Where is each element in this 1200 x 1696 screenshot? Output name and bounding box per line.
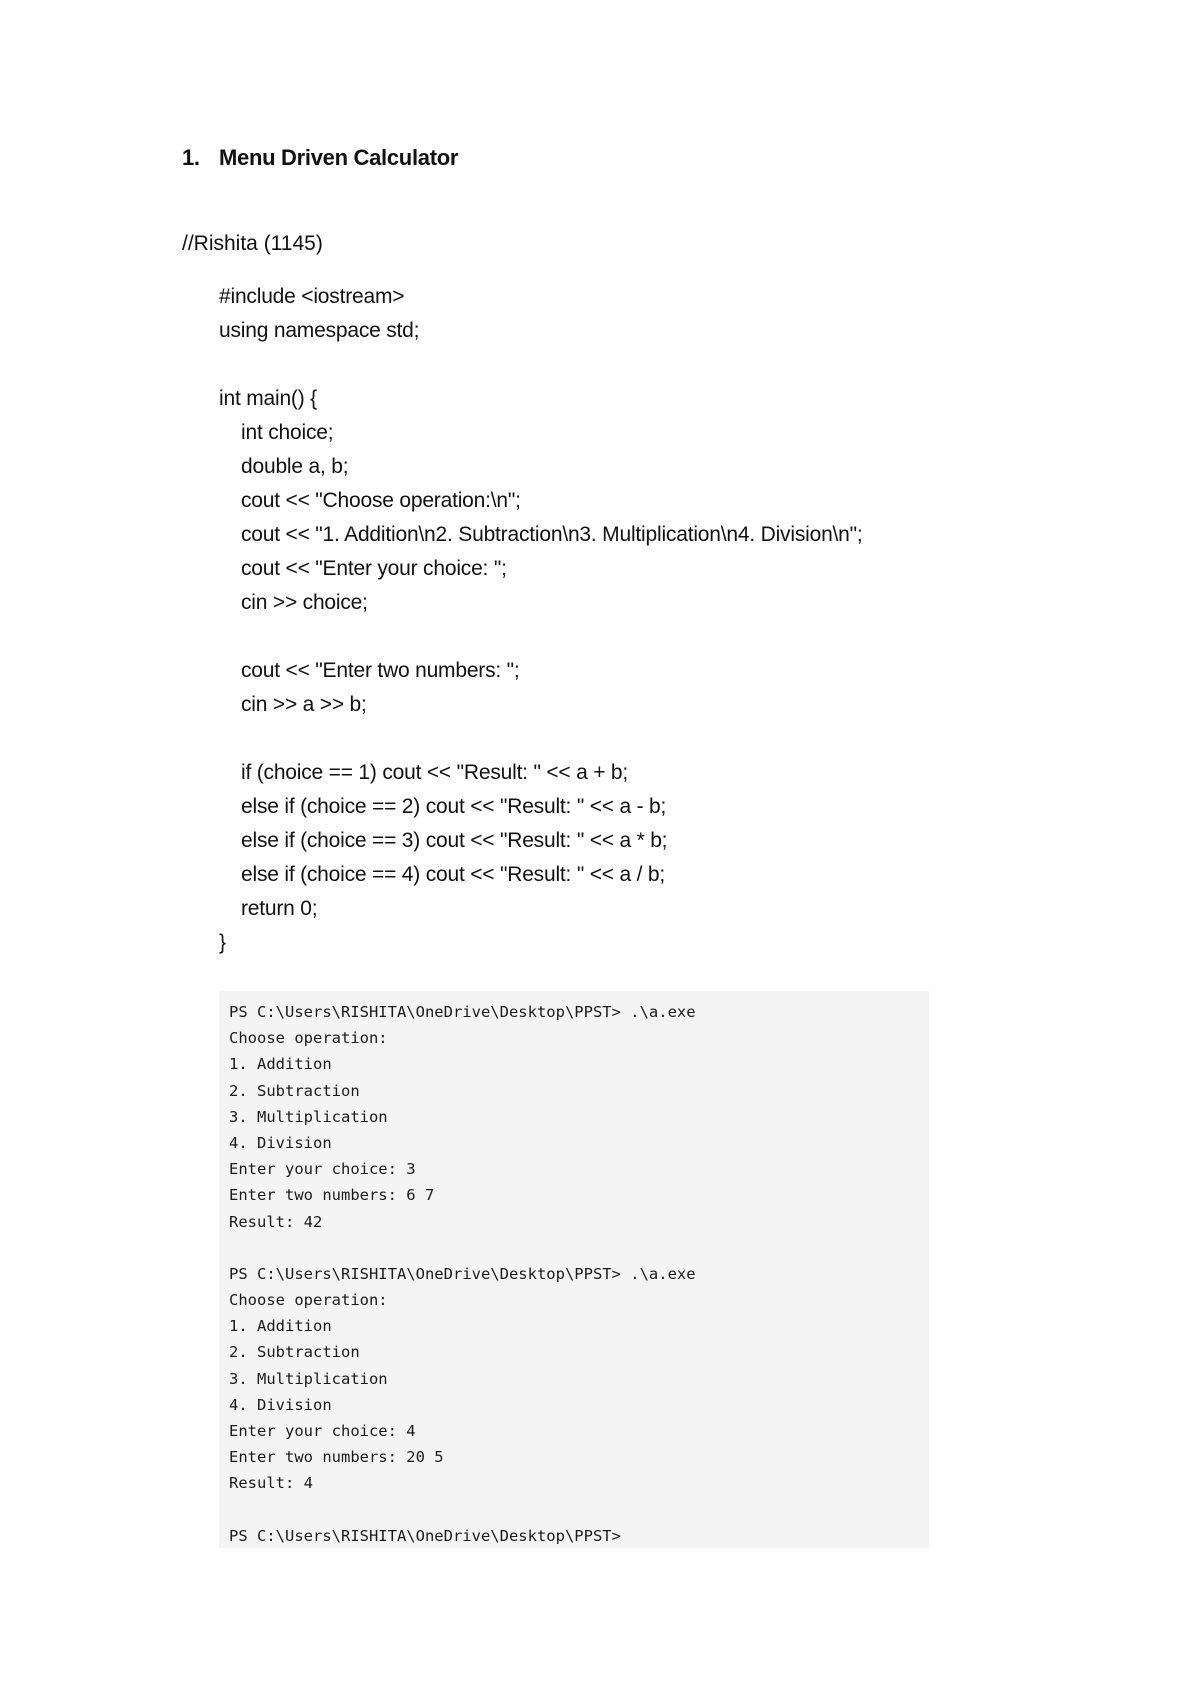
heading-number: 1.: [182, 145, 200, 170]
code-listing: [219, 280, 863, 960]
terminal-line: Result: 42: [229, 1212, 323, 1231]
terminal-line: 3. Multiplication: [229, 1369, 388, 1388]
code-line: cout << "Enter two numbers: ";: [241, 659, 520, 682]
code-line: [219, 620, 863, 654]
terminal-line: Enter two numbers: 20 5: [229, 1448, 444, 1467]
terminal-line: 1. Addition: [229, 1055, 332, 1074]
code-line: double a, b;: [241, 455, 349, 478]
code-line: cin >> a >> b;: [241, 693, 367, 716]
heading-title: Menu Driven Calculator: [219, 145, 459, 170]
terminal-output-screenshot: [219, 991, 929, 1548]
code-line: int main() {: [219, 387, 317, 410]
terminal-line: PS C:\Users\RISHITA\OneDrive\Desktop\PPST> .\a.exe: [229, 1003, 696, 1021]
terminal-line: Enter two numbers: 6 7: [229, 1186, 435, 1205]
code-line: }: [219, 931, 226, 954]
author-comment: //Rishita (1145): [182, 232, 323, 255]
code-line: int choice;: [241, 421, 334, 444]
terminal-line: 4. Division: [229, 1395, 332, 1414]
code-line: cin >> choice;: [241, 591, 368, 614]
code-line: [219, 348, 863, 382]
code-line: using namespace std;: [219, 319, 420, 342]
terminal-line: Enter your choice: 3: [229, 1160, 416, 1179]
terminal-line: PS C:\Users\RISHITA\OneDrive\Desktop\PPST>: [229, 1526, 621, 1545]
terminal-line: PS C:\Users\RISHITA\OneDrive\Desktop\PPST> .\a.exe: [229, 1264, 696, 1283]
terminal-line: Result: 4: [229, 1474, 313, 1493]
terminal-line: Enter your choice: 4: [229, 1422, 416, 1440]
code-line: else if (choice == 4) cout << "Result: " << a / b;: [241, 863, 665, 886]
code-line: return 0;: [241, 897, 318, 920]
terminal-line: [229, 1235, 929, 1261]
code-line: cout << "Enter your choice: ";: [241, 557, 507, 580]
terminal-line: Choose operation:: [229, 1291, 388, 1310]
code-line: else if (choice == 2) cout << "Result: " << a - b;: [241, 795, 667, 818]
code-line: if (choice == 1) cout << "Result: " << a + b;: [241, 761, 629, 784]
code-line: else if (choice == 3) cout << "Result: " << a * b;: [241, 829, 668, 852]
terminal-line: [229, 1497, 929, 1523]
code-line: [219, 722, 863, 756]
terminal-line: 4. Division: [229, 1133, 332, 1152]
code-line: cout << "1. Addition\n2. Subtraction\n3. Multiplication\n4. Division\n";: [241, 523, 863, 546]
terminal-line: Choose operation:: [229, 1029, 388, 1048]
section-heading: [182, 145, 458, 171]
terminal-line: 2. Subtraction: [229, 1343, 360, 1362]
terminal-line: 2. Subtraction: [229, 1081, 360, 1100]
code-line: cout << "Choose operation:\n";: [241, 489, 521, 512]
code-line: #include <iostream>: [219, 285, 405, 308]
terminal-line: 3. Multiplication: [229, 1107, 388, 1126]
terminal-line: 1. Addition: [229, 1317, 332, 1336]
